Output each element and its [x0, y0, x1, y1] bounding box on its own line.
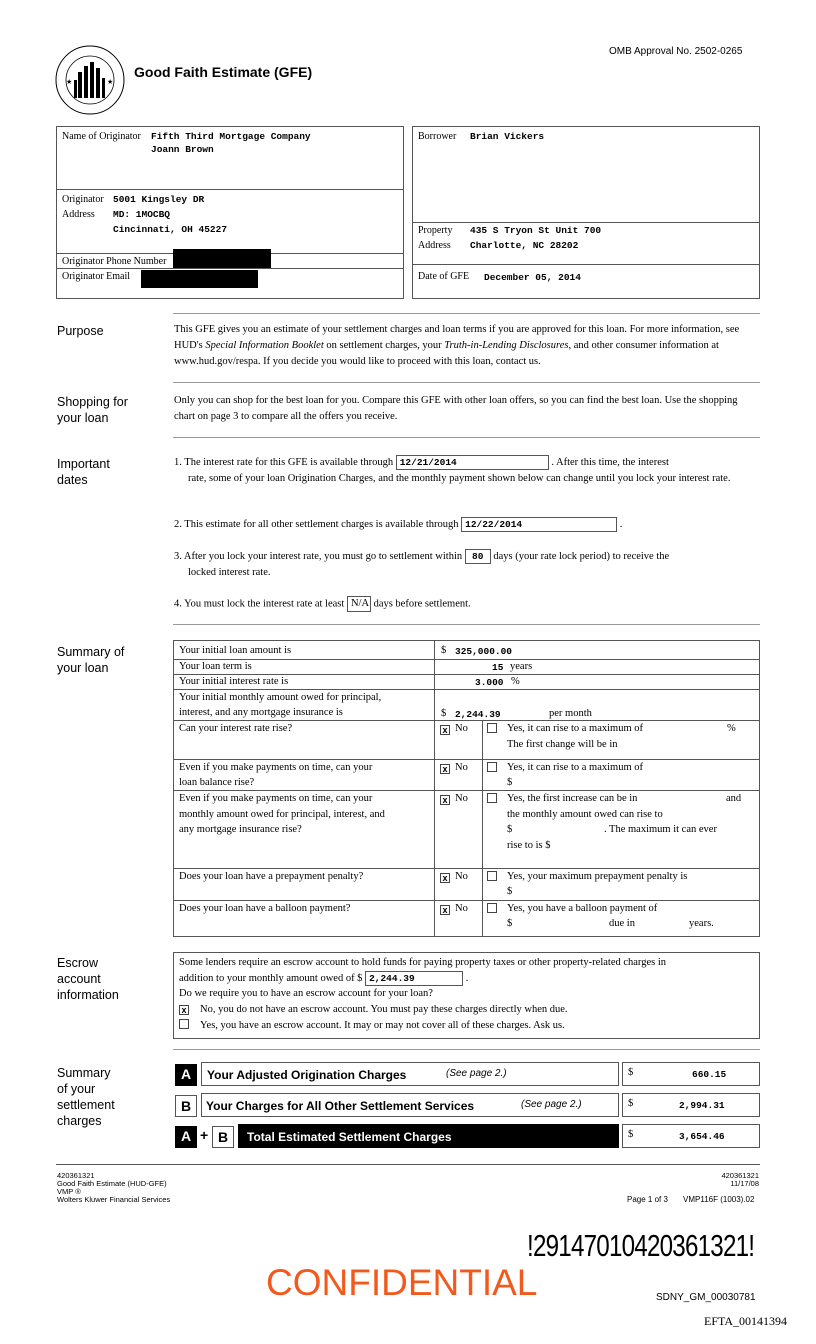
footer-publisher: Wolters Kluwer Financial Services [57, 1195, 171, 1204]
purpose-text: This GFE gives you an estimate of your settlement charges and loan terms if you are approved for this loan. For more information, see HUD's Special Information Booklet on settlement charges, your Truth-in-Lending Disclosures, and other consumer information at www.hud.gov/respa. If you decide you would like to proceed with this loan, contact us. [174, 324, 740, 367]
originator-name-label: Name of Originator [62, 131, 141, 142]
hud-seal [54, 44, 126, 116]
balance-rise-yes: Yes, it can rise to a maximum of [507, 762, 643, 773]
footer-form-name: Good Faith Estimate (HUD-GFE) [57, 1179, 167, 1188]
interest-rate-pct: % [511, 676, 520, 687]
a-amount: 660.15 [692, 1069, 727, 1080]
balloon-dollar: $ [507, 918, 513, 929]
gfe-date-label: Date of GFE [418, 271, 470, 282]
footer-left [57, 1172, 170, 1204]
rate-rise-yes: Yes, it can rise to a maximum of [507, 723, 643, 734]
monthly-rise-yes-3: . The maximum it can ever [604, 824, 717, 835]
lock-days-before: N/A [347, 596, 371, 612]
loan-amount-dollar: $ [441, 645, 447, 656]
balance-rise-dollar: $ [507, 777, 513, 788]
b-note: (See page 2.) [521, 1099, 582, 1110]
date-item-2: 2. This estimate for all other settlement charges is available through 12/22/2014 . [174, 519, 623, 531]
originator-address-3: Cincinnati, OH 45227 [113, 224, 228, 235]
property-address-1: 435 S Tryon St Unit 700 [470, 225, 602, 236]
originator-phone-label: Originator Phone Number [62, 256, 167, 267]
a-note: (See page 2.) [446, 1068, 507, 1079]
monthly-amount: 2,244.39 [455, 709, 501, 720]
escrow-yes-option: Yes, you have an escrow account. It may or may not cover all of these charges. Ask us. [200, 1020, 565, 1031]
svg-text:★: ★ [66, 78, 73, 86]
monthly-rise-dollar: $ [507, 824, 513, 835]
monthly-rise-question: Even if you make payments on time, can your [179, 793, 373, 804]
shopping-text: Only you can shop for the best loan for you. Compare this GFE with other loan offers, so you can find the best loan. Use the shopping chart on page 3 to compare all the offers you receive. [174, 395, 738, 422]
originator-contact: Joann Brown [151, 144, 214, 155]
hud-seal-icon [54, 44, 126, 116]
balloon-question: Does your loan have a balloon payment? [179, 903, 351, 914]
originator-address-label: Originator [62, 194, 104, 205]
bates-number: SDNY_GM_00030781 [656, 1292, 756, 1303]
balloon-no-checkbox[interactable]: x [440, 905, 450, 915]
footer-vmp: VMP ® [57, 1187, 81, 1196]
escrow-line-2: addition to your monthly amount owed of $ 2,244.39 . [179, 973, 469, 985]
borrower-label: Borrower [418, 131, 457, 142]
rate-rise-yes-checkbox[interactable] [487, 723, 497, 733]
monthly-rise-yes-checkbox[interactable] [487, 793, 497, 803]
balloon-yes-checkbox[interactable] [487, 903, 497, 913]
monthly-rise-yes: Yes, the first increase can be in [507, 793, 638, 804]
escrow-label: Escrow account information [57, 956, 119, 1002]
date-item-3: 3. After you lock your interest rate, you must go to settlement within 80 days (your rate lock period) to receive the [174, 551, 670, 563]
prepayment-no: No [455, 871, 468, 882]
svg-text:★: ★ [107, 78, 114, 86]
monthly-amount-dollar: $ [441, 708, 447, 719]
monthly-amount-label-2: interest, and any mortgage insurance is [179, 707, 343, 718]
balloon-due-in: due in [609, 918, 635, 929]
a-amount-box [622, 1062, 760, 1086]
originator-address-1: 5001 Kingsley DR [113, 194, 205, 205]
important-dates-label: Important dates [57, 457, 110, 487]
redaction-phone [173, 249, 271, 268]
balance-rise-no-checkbox[interactable]: x [440, 764, 450, 774]
settlement-label: Summary of your settlement charges [57, 1066, 115, 1128]
monthly-rise-question-3: any mortgage insurance rise? [179, 824, 302, 835]
footer-page: Page 1 of 3 [627, 1195, 668, 1204]
balloon-no: No [455, 903, 468, 914]
gfe-date: December 05, 2014 [484, 272, 581, 283]
b-amount-dollar: $ [628, 1098, 634, 1109]
escrow-no-option: No, you do not have an escrow account. You must pay these charges directly when due. [200, 1004, 568, 1015]
confidential-stamp: CONFIDENTIAL [266, 1262, 538, 1303]
escrow-yes-checkbox[interactable] [179, 1019, 189, 1029]
escrow-line-1: Some lenders require an escrow account to hold funds for paying property taxes or other property-related charges in [179, 957, 667, 968]
balance-rise-yes-checkbox[interactable] [487, 762, 497, 772]
omb-approval: OMB Approval No. 2502-0265 [609, 46, 743, 57]
date-item-3-cont: locked interest rate. [188, 567, 271, 578]
redaction-email [141, 270, 258, 288]
rate-rise-pct: % [727, 723, 736, 734]
barcode-text: !29147010420361321! [527, 1228, 755, 1263]
b-title: Your Charges for All Other Settlement Services [206, 1099, 475, 1113]
monthly-rise-no-checkbox[interactable]: x [440, 795, 450, 805]
footer-right-doc-id: 420361321 [721, 1171, 759, 1180]
balloon-yes: Yes, you have a balloon payment of [507, 903, 658, 914]
date-item-1-cont: rate, some of your loan Origination Charges, and the monthly payment shown below can change until you lock your interest rate. [188, 473, 731, 484]
per-month: per month [549, 708, 592, 719]
borrower-name: Brian Vickers [470, 131, 545, 142]
interest-rate: 3.000 [475, 677, 504, 688]
prepayment-yes: Yes, your maximum prepayment penalty is [507, 871, 688, 882]
property-label-2: Address [418, 240, 451, 251]
monthly-rise-yes-2: the monthly amount owed can rise to [507, 809, 663, 820]
loan-term: 15 [492, 662, 504, 673]
loan-amount-label: Your initial loan amount is [179, 645, 292, 656]
prepayment-question: Does your loan have a prepayment penalty? [179, 871, 364, 882]
efta-number: EFTA_00141394 [704, 1314, 788, 1328]
balance-rise-question: Even if you make payments on time, can your [179, 762, 373, 773]
balance-rise-question-2: loan balance rise? [179, 777, 255, 788]
balance-rise-no: No [455, 762, 468, 773]
a-letter: A [175, 1064, 197, 1086]
rate-lock-days: 80 [465, 549, 491, 564]
ab-amount-dollar: $ [628, 1129, 634, 1140]
b-letter: B [175, 1095, 197, 1117]
originator-email-label: Originator Email [62, 271, 131, 282]
property-label: Property [418, 225, 453, 236]
prepayment-yes-checkbox[interactable] [487, 871, 497, 881]
loan-term-label: Your loan term is [179, 661, 252, 672]
monthly-rise-yes-4: rise to is $ [507, 840, 551, 851]
originator-name: Fifth Third Mortgage Company [151, 131, 311, 142]
rate-rise-no: No [455, 723, 468, 734]
monthly-amount-label: Your initial monthly amount owed for principal, [179, 692, 382, 703]
a-title: Your Adjusted Origination Charges [207, 1068, 407, 1082]
charges-available-date: 12/22/2014 [461, 517, 617, 532]
rate-available-date: 12/21/2014 [396, 455, 549, 470]
date-item-4: 4. You must lock the interest rate at least N/A days before settlement. [174, 596, 760, 612]
loan-amount: 325,000.00 [455, 646, 513, 657]
balloon-years: years. [689, 918, 714, 929]
rate-rise-no-checkbox[interactable]: x [440, 725, 450, 735]
rate-rise-first-change: The first change will be in [507, 739, 618, 750]
date-item-1: 1. The interest rate for this GFE is available through 12/21/2014 . After this time, the interest [174, 457, 669, 469]
property-address-2: Charlotte, NC 28202 [470, 240, 579, 251]
loan-term-years: years [510, 661, 533, 672]
ab-letter-a: A [175, 1126, 197, 1148]
ab-title: Total Estimated Settlement Charges [247, 1130, 452, 1144]
originator-address-label-2: Address [62, 209, 95, 220]
ab-amount: 3,654.46 [679, 1131, 725, 1142]
footer-doc-id: 420361321 [57, 1171, 95, 1180]
purpose-label: Purpose [57, 324, 104, 338]
form-title: Good Faith Estimate (GFE) [134, 64, 313, 80]
summary-loan-label: Summary of your loan [57, 645, 125, 675]
escrow-monthly-amount: 2,244.39 [365, 971, 463, 986]
footer-form-code: VMP116F (1003).02 [683, 1195, 755, 1204]
monthly-rise-and: and [726, 793, 742, 804]
monthly-rise-question-2: monthly amount owed for principal, interest, and [179, 809, 385, 820]
interest-rate-label: Your initial interest rate is [179, 676, 289, 687]
a-amount-dollar: $ [628, 1067, 634, 1078]
b-amount: 2,994.31 [679, 1100, 725, 1111]
footer-date: 11/17/08 [730, 1179, 759, 1188]
ab-letter-b: B [212, 1126, 234, 1148]
prepayment-dollar: $ [507, 886, 513, 897]
originator-address-2: MD: 1MOCBQ [113, 209, 171, 220]
prepayment-no-checkbox[interactable]: x [440, 873, 450, 883]
ab-plus: + [200, 1127, 209, 1143]
shopping-label: Shopping for your loan [57, 395, 128, 425]
footer-right [721, 1172, 759, 1188]
monthly-rise-no: No [455, 793, 468, 804]
rate-rise-question: Can your interest rate rise? [179, 723, 293, 734]
escrow-no-checkbox[interactable]: x [179, 1005, 189, 1015]
escrow-question: Do we require you to have an escrow account for your loan? [179, 988, 433, 999]
